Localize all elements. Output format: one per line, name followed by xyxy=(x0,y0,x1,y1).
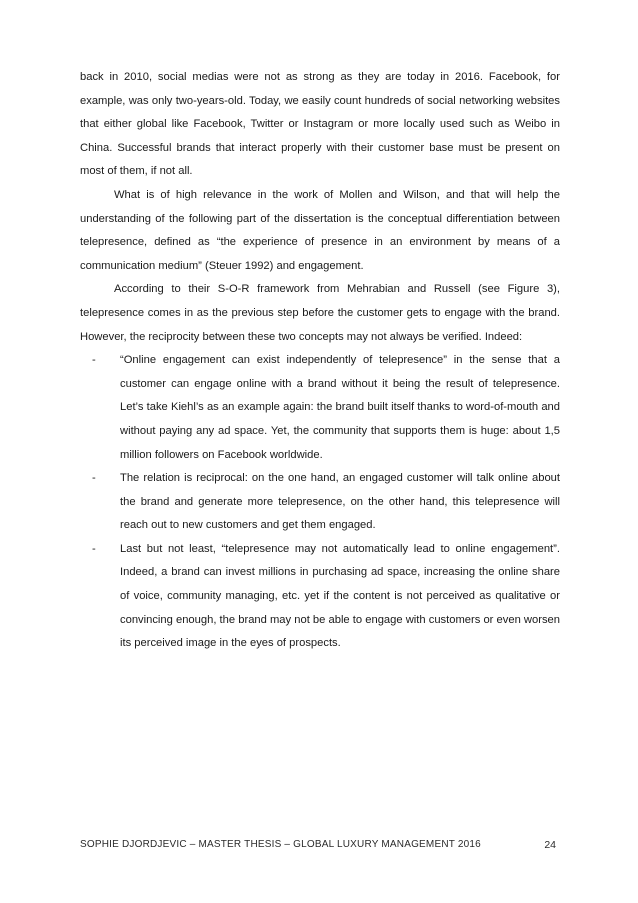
paragraph-sor-framework: According to their S-O-R framework from Mehrabian and Russell (see Figure 3), telepresence comes in as the previous step before the customer gets to engage with the brand. However, the reciprocity between these two concepts may not always be verified. Indeed: xyxy=(80,283,560,343)
bullet-dash: - xyxy=(92,542,96,555)
bullet-text: “Online engagement can exist independently of telepresence” in the sense that a customer can engage online with a brand without it being the result of telepresence. Let’s take Kiehl’s as an example again: the brand built itself thanks to word-of-mouth and without paying any ad space. Yet, the community that supports them is huge: about 1,5 million followers on Facebook worldwide. xyxy=(120,354,560,461)
bullet-list xyxy=(80,349,560,656)
bullet-text: The relation is reciprocal: on the one hand, an engaged customer will talk online about the brand and generate more telepresence, on the other hand, this telepresence will reach out to new customers and get them engaged. xyxy=(120,472,560,532)
list-item xyxy=(80,538,560,656)
footer-title: SOPHIE DJORDJEVIC – MASTER THESIS – GLOBAL LUXURY MANAGEMENT 2016 xyxy=(80,839,481,850)
bullet-dash: - xyxy=(92,354,96,367)
page-footer xyxy=(80,839,560,853)
bullet-dash: - xyxy=(92,472,96,485)
paragraph-mollen-wilson: What is of high relevance in the work of Mollen and Wilson, and that will help the understanding of the following part of the dissertation is the conceptual differentiation between telepresence, defined as “the experience of presence in an environment by means of a communication medium” (Steuer 1992) and engagement. xyxy=(80,188,560,272)
page-number: 24 xyxy=(544,839,556,851)
body-text xyxy=(80,66,560,656)
bullet-text: Last but not least, “telepresence may not automatically lead to online engagement”. Indeed, a brand can invest millions in purchasing ad space, increasing the online share of voice, community managing, etc. yet if the content is not perceived as qualitative or convincing enough, the brand may not be able to engage with customers or even worsen its perceived image in the eyes of prospects. xyxy=(120,542,560,650)
list-item xyxy=(80,467,560,538)
list-item xyxy=(80,349,560,467)
paragraph-continuation: back in 2010, social medias were not as strong as they are today in 2016. Facebook, for example, was only two-years-old. Today, we easily count hundreds of social networking websites that either global like Facebook, Twitter or Instagram or more locally used such as Weibo in China. Successful brands that interact properly with their customer base must be present on most of them, if not all. xyxy=(80,71,560,178)
